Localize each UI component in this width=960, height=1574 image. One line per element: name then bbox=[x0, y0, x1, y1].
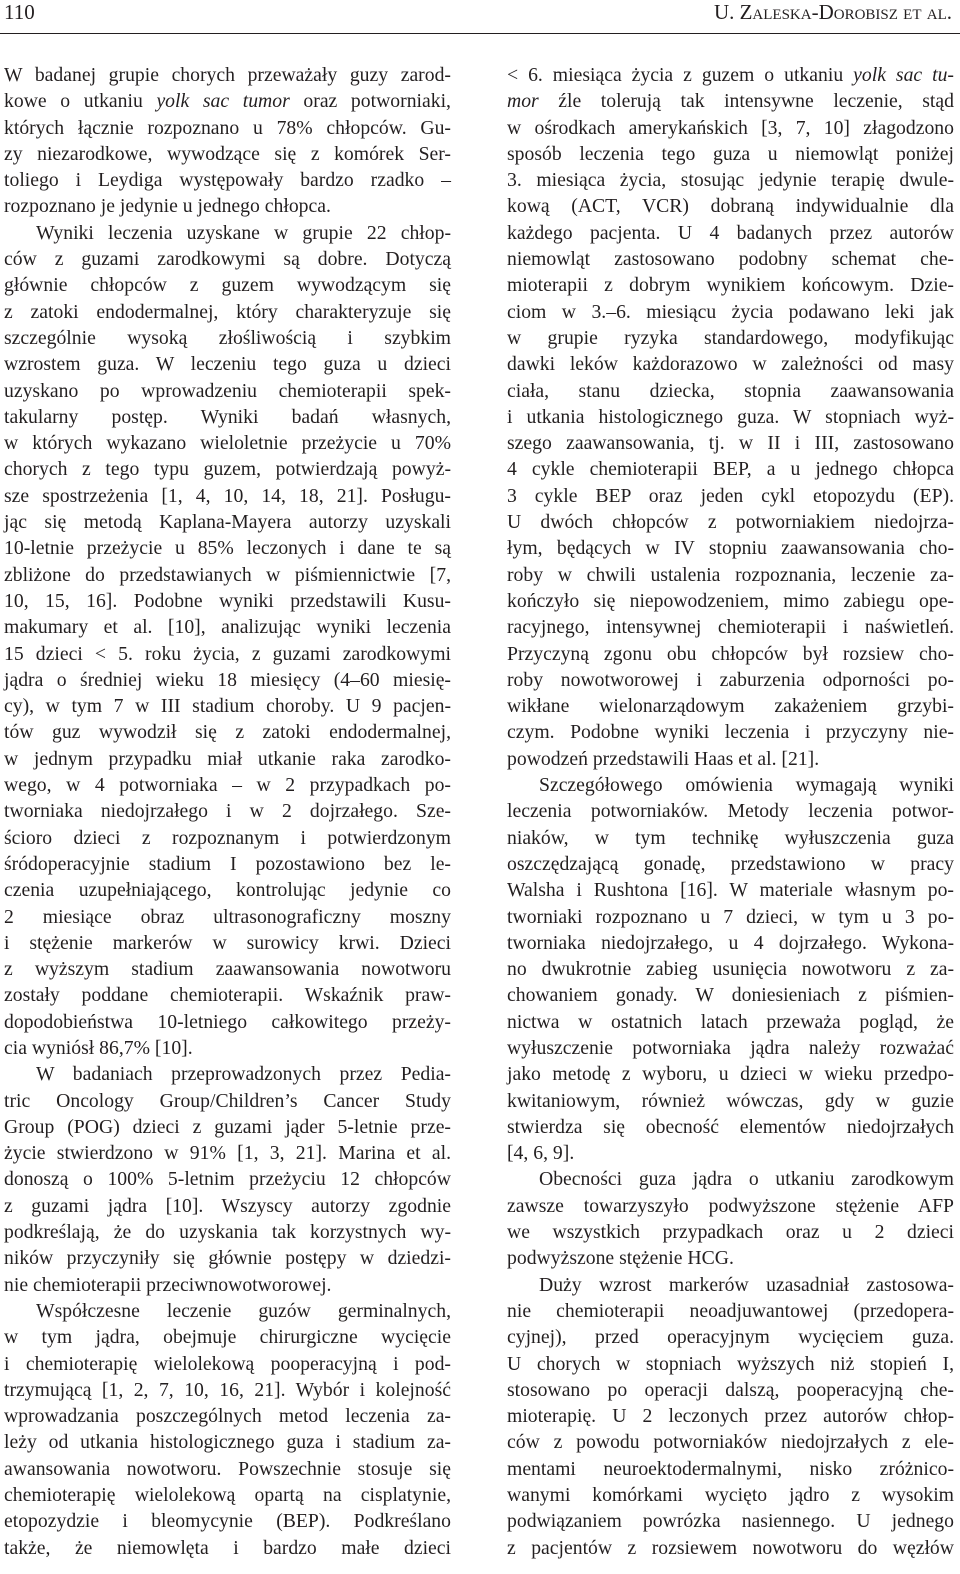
text-line: makumary et al. [10], analizując wyniki leczenia bbox=[4, 616, 451, 639]
text-line: wprowadzania poszczególnych metod leczenia za- bbox=[4, 1405, 451, 1428]
paragraph bbox=[4, 1298, 451, 1561]
text-line: takularny postęp. Wyniki badań własnych, bbox=[4, 405, 451, 428]
text-line: podkreślają, że do uzyskania tak korzystnych wy- bbox=[4, 1221, 451, 1244]
text-line: tric Oncology Group/Children’s Cancer Study bbox=[4, 1089, 451, 1112]
header-rule bbox=[0, 33, 960, 34]
text-line: nictwa w ostatnich latach przeważa pogląd, że bbox=[507, 1010, 954, 1033]
text-line: 10-letnie przeżycie u 85% leczonych i dane te są bbox=[4, 537, 451, 560]
text-line: także, że niemowlęta i bardzo małe dzieci bbox=[4, 1536, 451, 1559]
text-line: ścioro dzieci z rozpoznanym i potwierdzonym bbox=[4, 826, 451, 849]
text-line: [4, 6, 9]. bbox=[507, 1142, 575, 1165]
text-line: kończyło się niepowodzeniem, mimo zabiegu ope- bbox=[507, 589, 954, 612]
text-line: zbliżone do przedstawianych w piśmiennictwie [7, bbox=[4, 563, 451, 586]
paragraph bbox=[4, 1061, 451, 1298]
text-line: z guzami jądra [10]. Wszyscy autorzy zgodnie bbox=[4, 1194, 451, 1217]
text-line: 3 cykle BEP oraz jeden cykl etopozydu (EP). bbox=[507, 484, 954, 507]
text-line: wanymi komórkami wycięto jądro z wysokim bbox=[507, 1484, 954, 1507]
text-line: cy), w tym 7 w III stadium choroby. U 9 pacjen- bbox=[4, 695, 451, 718]
text-line: roby w chwili ustalenia rozpoznania, leczenie za- bbox=[507, 563, 954, 586]
text-line: U dwóch chłopców z potworniakiem niedojrza- bbox=[507, 511, 954, 534]
text-line: każdego pacjenta. U 4 badanych przez autorów bbox=[507, 221, 954, 244]
text-line: powodzeń przedstawili Haas et al. [21]. bbox=[507, 747, 820, 770]
text-line: ców z guzami zarodkowymi są dobre. Dotyczą bbox=[4, 248, 451, 271]
text-line: i utkania histologicznego guza. W stopniach wyż- bbox=[507, 405, 954, 428]
text-line: niemowląt zastosowano podobny schemat che- bbox=[507, 248, 954, 271]
text-line: jądra o średniej wieku 18 miesięcy (4–60 miesię- bbox=[4, 668, 451, 691]
text-line: wzrostem guza. W leczeniu tego guza u dzieci bbox=[4, 353, 451, 376]
text-line: 3. miesiąca życia, stosując jedynie terapię dwule- bbox=[507, 169, 954, 192]
text-line: nie chemioterapii neoadjuwantowej (przedopera- bbox=[507, 1299, 954, 1322]
text-line: 2 miesiące obraz ultrasonograficzny moszny bbox=[4, 905, 451, 928]
text-line: cia wyniósł 86,7% [10]. bbox=[4, 1036, 193, 1059]
text-line: zy niezarodkowe, wywodzące się z komórek Ser- bbox=[4, 142, 451, 165]
text-line: stwierdza się obecność elementów niedojrzałych bbox=[507, 1115, 954, 1138]
left-column bbox=[4, 62, 451, 1561]
running-head: U. Zaleska-Dorobisz et al. bbox=[713, 0, 952, 24]
text-line: nie chemioterapii przeciwnowotworowej. bbox=[4, 1273, 332, 1296]
italic-term: yolk sac tumor bbox=[156, 90, 290, 113]
paragraph bbox=[4, 62, 451, 220]
text-line: ców z powodu potworniaków niedojrzałych z ele- bbox=[507, 1431, 954, 1454]
text-line: Wyniki leczenia uzyskane w grupie 22 chłop- bbox=[36, 221, 451, 244]
text-line: chemioterapię wielolekową opartą na cisplatynie, bbox=[4, 1484, 451, 1507]
text-line: mioterapii z dobrym wynikiem końcowym. Dzie- bbox=[507, 274, 954, 297]
text-line: jako metodę z wyboru, u dzieci w wieku przedpo- bbox=[507, 1063, 954, 1086]
text-line: 4 cykle chemioterapii BEP, a u jednego chłopca bbox=[507, 458, 954, 481]
text-line: Przyczyną zgonu obu chłopców był rozsiew cho- bbox=[507, 642, 954, 665]
text-line: racyjnego, intensywnej chemioterapii i naświetleń. bbox=[507, 616, 954, 639]
text-line: tworniaka niedojrzałego, u 4 dojrzałego. Wykona- bbox=[507, 931, 954, 954]
text-line: Duży wzrost markerów uzasadniał zastosowa- bbox=[539, 1273, 954, 1296]
text-line: kową (ACT, VCR) dobraną indywidualnie dla bbox=[507, 195, 954, 218]
text-line: rozpoznano je jedynie u jednego chłopca. bbox=[4, 195, 331, 218]
text-line: w tym jądra, obejmuje chirurgiczne wycięcie bbox=[4, 1326, 451, 1349]
text-line: we wszystkich przypadkach oraz u 2 dzieci bbox=[507, 1221, 954, 1244]
text-line: czenia uzupełniającego, kontrolując jedynie co bbox=[4, 879, 451, 902]
text-line: wego, w 4 potworniaka – w 2 przypadkach po- bbox=[4, 774, 451, 797]
text-line: głównie chłopców z guzem wywodzącym się bbox=[4, 274, 451, 297]
text-line: z pacjentów z rozsiewem nowotworu do węzłów bbox=[507, 1536, 954, 1559]
text-line: 15 dzieci < 5. roku życia, z guzami zarodkowymi bbox=[4, 642, 451, 665]
text-line: życie stwierdzono w 91% [1, 3, 21]. Marina et al. bbox=[4, 1142, 451, 1165]
text-line: i stężenie markerów w surowicy krwi. Dzieci bbox=[4, 931, 451, 954]
text-line: w jednym przypadku miał utkanie raka zarodko- bbox=[4, 747, 451, 770]
text-line: w których wykazano wieloletnie przeżycie u 70% bbox=[4, 432, 451, 455]
text-line: 10, 15, 16]. Podobne wyniki przedstawili Kusu- bbox=[4, 589, 451, 612]
text-line: leży od utkania histologicznego guza i stadium za- bbox=[4, 1431, 451, 1454]
text-line: roby nowotworowej i zaburzenia odporności po- bbox=[507, 668, 954, 691]
text-line: W badanej grupie chorych przeważały guzy zarod- bbox=[4, 64, 451, 86]
italic-term: mor bbox=[507, 90, 539, 113]
paragraph bbox=[507, 772, 954, 1166]
text-line: kwitaniowym, również wówczas, gdy w guzie bbox=[507, 1089, 954, 1112]
text-line: z wyższym stadium zaawansowania nowotworu bbox=[4, 958, 451, 981]
text-line: podwyższone stężenie HCG. bbox=[507, 1247, 734, 1270]
text-line: donoszą o 100% 5-letnim przeżyciu 12 chłopców bbox=[4, 1168, 451, 1191]
text-line: Szczegółowego omówienia wymagają wyniki bbox=[539, 774, 954, 797]
text-line: ciom w 3.–6. miesiącu życia podawano leki jak bbox=[507, 300, 954, 323]
text-line: szego zaawansowania, tj. w II i III, zastosowano bbox=[507, 432, 954, 455]
text-line: Współczesne leczenie guzów germinalnych, bbox=[36, 1299, 451, 1322]
paragraph bbox=[4, 220, 451, 1062]
text-line: U chorych w stopniach wyższych niż stopień I, bbox=[507, 1352, 954, 1375]
text-line: < 6. miesiąca życia z guzem o utkaniu yolk sac tu- bbox=[507, 64, 954, 86]
text-line: zawsze towarzyszyło podwyższone stężenie AFP bbox=[507, 1194, 954, 1217]
right-column bbox=[507, 62, 954, 1561]
text-line: kowe o utkaniu yolk sac tumor oraz potworniaki, bbox=[4, 90, 451, 113]
text-line: stosowano po operacji dalszą, pooperacyjną che- bbox=[507, 1378, 954, 1401]
text-line: łym, będących w IV stopniu zaawansowania cho- bbox=[507, 537, 954, 560]
text-line: tworniaka niedojrzałego i w 2 dojrzałego. Sze- bbox=[4, 800, 451, 823]
text-line: których łącznie rozpoznano u 78% chłopców. Gu- bbox=[4, 116, 451, 139]
text-line: tworniaki rozpoznano u 7 dzieci, w tym u 3 po- bbox=[507, 905, 954, 928]
text-line: W badaniach przeprowadzonych przez Pedia- bbox=[36, 1063, 451, 1086]
text-line: awansowania nowotworu. Powszechnie stosuje się bbox=[4, 1457, 451, 1480]
text-line: no dwukrotnie zabieg usunięcia nowotworu z za- bbox=[507, 958, 954, 981]
paragraph bbox=[507, 1272, 954, 1561]
italic-term: yolk sac tu- bbox=[853, 64, 954, 86]
text-line: wyłuszczenie potworniaka jądra należy rozważać bbox=[507, 1036, 954, 1059]
text-line: toliego i Leydiga występowały bardzo rzadko – bbox=[4, 169, 451, 192]
text-line: niaków, w tym technikę wyłuszczenia guza bbox=[507, 826, 954, 849]
text-line: wikłane wielonarządowym zakażeniem grzybi- bbox=[507, 695, 954, 718]
text-line: tów guz wywodził się z zatoki endodermalnej, bbox=[4, 721, 451, 744]
text-line: etopozydzie i bleomycynie (BEP). Podkreślano bbox=[4, 1510, 451, 1533]
text-line: w grupie ryzyka standardowego, modyfikując bbox=[507, 326, 954, 349]
paragraph bbox=[507, 1166, 954, 1271]
text-line: sze spostrzeżenia [1, 4, 10, 14, 18, 21]. Posługu- bbox=[4, 484, 451, 507]
text-line: oszczędzającą gonadę, przedstawiono w pracy bbox=[507, 852, 954, 875]
text-line: mor źle tolerują tak intensywne leczenie, stąd bbox=[507, 90, 954, 113]
text-line: mioterapię. U 2 leczonych przez autorów chłop- bbox=[507, 1405, 954, 1428]
text-line: podwiązaniem powrózka nasiennego. U jednego bbox=[507, 1510, 954, 1533]
text-line: czym. Podobne wyniki leczenia i przyczyny nie- bbox=[507, 721, 954, 744]
text-line: dopodobieństwa 10-letniego całkowitego przeży- bbox=[4, 1010, 451, 1033]
page-number: 110 bbox=[4, 0, 35, 24]
text-line: Walsha i Rushtona [16]. W materiale własnym po- bbox=[507, 879, 954, 902]
text-line: leczenia potworniaków. Metody leczenia potwor- bbox=[507, 800, 954, 823]
page-header bbox=[0, 0, 960, 30]
paragraph bbox=[507, 62, 954, 772]
text-line: w ośrodkach amerykańskich [3, 7, 10] złagodzono bbox=[507, 116, 954, 139]
text-line: jąc się metodą Kaplana-Mayera autorzy uzyskali bbox=[4, 511, 451, 534]
text-line: ciała, stanu dziecka, stopnia zaawansowania bbox=[507, 379, 954, 402]
text-line: chowaniem gonady. W doniesieniach z piśmien- bbox=[507, 984, 954, 1007]
text-line: sposób leczenia tego guza u niemowląt poniżej bbox=[507, 142, 954, 165]
text-line: i chemioterapię wielolekową pooperacyjną i pod- bbox=[4, 1352, 451, 1375]
text-line: ników przyczyniły się głównie postępy w dziedzi- bbox=[4, 1247, 451, 1270]
text-line: trzymującą [1, 2, 7, 10, 16, 21]. Wybór i kolejność bbox=[4, 1378, 451, 1401]
text-line: mentami neuroektodermalnymi, nisko zróżnico- bbox=[507, 1457, 954, 1480]
text-line: szczególnie wysoką złośliwością i szybkim bbox=[4, 326, 451, 349]
text-line: chorych z tego typu guzem, potwierdzają powyż- bbox=[4, 458, 451, 481]
text-line: Obecności guza jądra o utkaniu zarodkowym bbox=[539, 1168, 954, 1191]
text-line: dawki leków każdorazowo w zależności od masy bbox=[507, 353, 954, 376]
text-line: zostały poddane chemioterapii. Wskaźnik praw- bbox=[4, 984, 451, 1007]
text-line: Group (POG) dzieci z guzami jąder 5-letnie prze- bbox=[4, 1115, 451, 1138]
text-line: cyjnej), przed operacyjnym wycięciem guza. bbox=[507, 1326, 954, 1349]
text-line: śródoperacyjnie stadium I pozostawiono bez le- bbox=[4, 852, 451, 875]
text-line: z zatoki endodermalnej, który charakteryzuje się bbox=[4, 300, 451, 323]
text-line: uzyskano po wprowadzeniu chemioterapii spek- bbox=[4, 379, 451, 402]
